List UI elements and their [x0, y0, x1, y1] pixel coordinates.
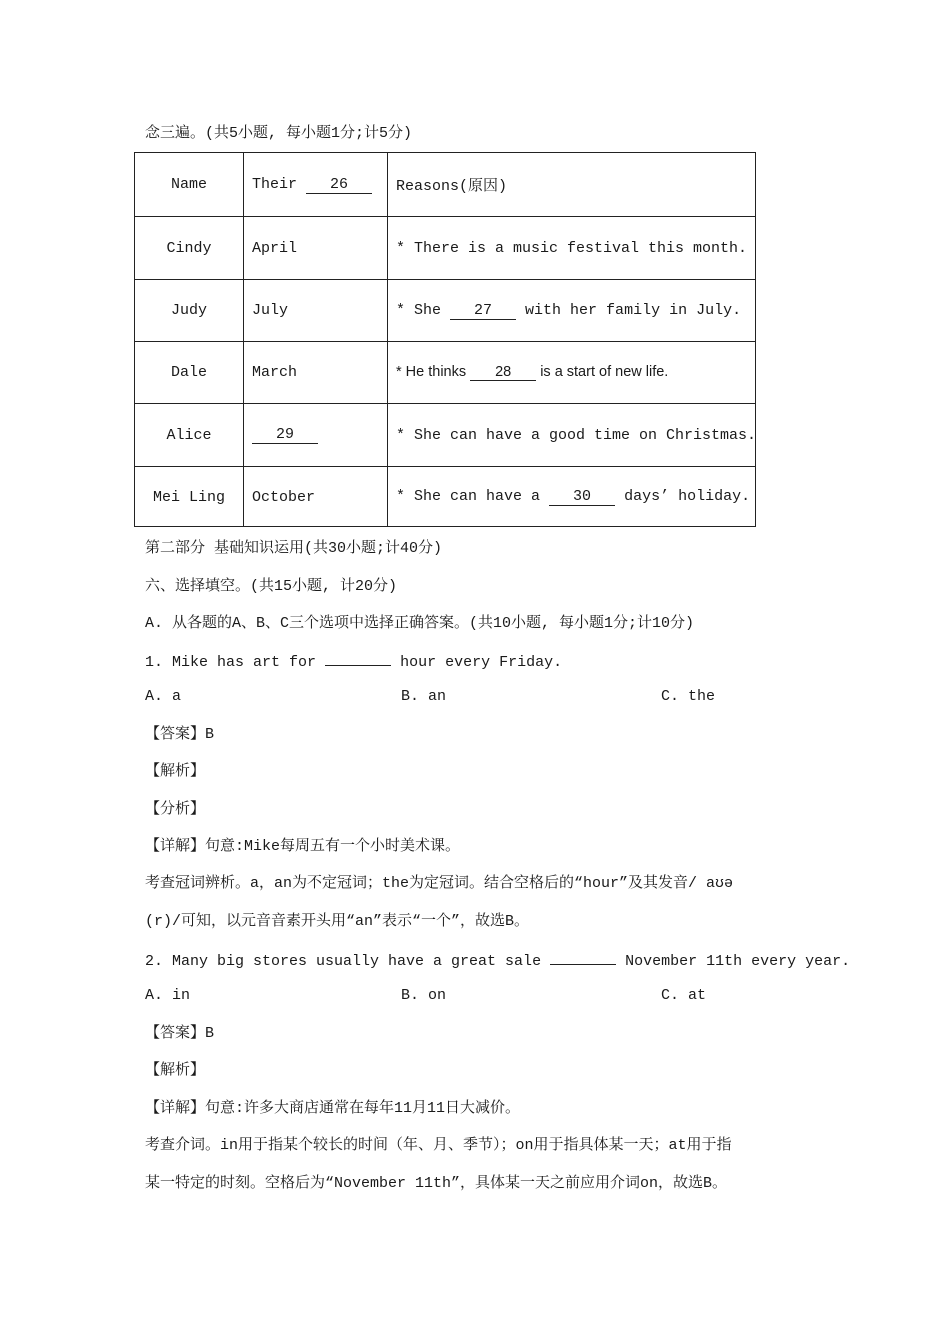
intro-text: 念三遍。(共5小题, 每小题1分;计5分)	[145, 125, 413, 142]
row-reason: * She 27 with her family in July.	[388, 280, 756, 342]
row-name: Alice	[135, 404, 244, 467]
q2-explain-1: 考查介词。in用于指某个较长的时间（年、月、季节）；on用于指具体某一天；at用于指	[145, 1137, 732, 1154]
header-name: Name	[135, 153, 244, 217]
part2-heading: 第二部分 基础知识运用(共30小题;计40分)	[145, 540, 443, 557]
q1-answer: 【答案】B	[145, 726, 215, 743]
q1-jiexi: 【解析】	[145, 763, 206, 780]
row-reason: * She can have a good time on Christmas.	[388, 404, 756, 467]
row-name: Dale	[135, 342, 244, 404]
q2-blank	[550, 950, 616, 965]
row-month: March	[244, 342, 388, 404]
q1-option-b: B. an	[401, 688, 447, 705]
row-month: October	[244, 467, 388, 527]
q2-explain-2: 某一特定的时刻。空格后为“November 11th”，具体某一天之前应用介词on，故选B。	[145, 1175, 728, 1192]
q1-option-c: C. the	[661, 688, 716, 705]
blank-30: 30	[549, 489, 615, 506]
row-month	[244, 404, 388, 467]
months-table	[134, 152, 756, 527]
q2-option-c: C. at	[661, 987, 707, 1004]
row-month: April	[244, 217, 388, 280]
blank-27: 27	[450, 303, 516, 320]
q2-jiexi: 【解析】	[145, 1062, 206, 1079]
q1-blank	[325, 651, 391, 666]
q1-fenxi: 【分析】	[145, 801, 206, 818]
q1-explain-2: (r)/可知，以元音音素开头用“an”表示“一个”，故选B。	[145, 913, 530, 930]
row-name: Mei Ling	[135, 467, 244, 527]
q2-detail: 【详解】句意:许多大商店通常在每年11月11日大减价。	[145, 1100, 521, 1117]
table-row	[135, 404, 756, 467]
header-reasons: Reasons(原因)	[388, 153, 756, 217]
table-header-row	[135, 153, 756, 217]
row-reason: * He thinks 28 is a start of new life.	[388, 342, 756, 404]
q2-stem: 2. Many big stores usually have a great sale November 11th every year.	[145, 950, 850, 972]
blank-26: 26	[306, 177, 372, 194]
sectionA-heading: A. 从各题的A、B、C三个选项中选择正确答案。(共10小题, 每小题1分;计10分)	[145, 615, 695, 632]
blank-28: 28	[470, 364, 536, 381]
table-row	[135, 280, 756, 342]
table-row	[135, 342, 756, 404]
row-name: Cindy	[135, 217, 244, 280]
q2-option-a: A. in	[145, 987, 191, 1004]
row-reason: * There is a music festival this month.	[388, 217, 756, 280]
section6-heading: 六、选择填空。(共15小题, 计20分)	[145, 578, 398, 595]
row-reason: * She can have a 30 days’ holiday.	[388, 467, 756, 527]
table-row	[135, 467, 756, 527]
row-name: Judy	[135, 280, 244, 342]
header-their: Their 26	[244, 153, 388, 217]
q1-stem: 1. Mike has art for hour every Friday.	[145, 651, 562, 673]
table-row	[135, 217, 756, 280]
row-month: July	[244, 280, 388, 342]
q2-option-b: B. on	[401, 987, 447, 1004]
q1-detail: 【详解】句意:Mike每周五有一个小时美术课。	[145, 838, 461, 855]
q2-answer: 【答案】B	[145, 1025, 215, 1042]
q1-option-a: A. a	[145, 688, 182, 705]
q1-explain-1: 考查冠词辨析。a，an为不定冠词；the为定冠词。结合空格后的“hour”及其发音/ aʊə	[145, 875, 734, 892]
blank-29: 29	[252, 427, 318, 444]
